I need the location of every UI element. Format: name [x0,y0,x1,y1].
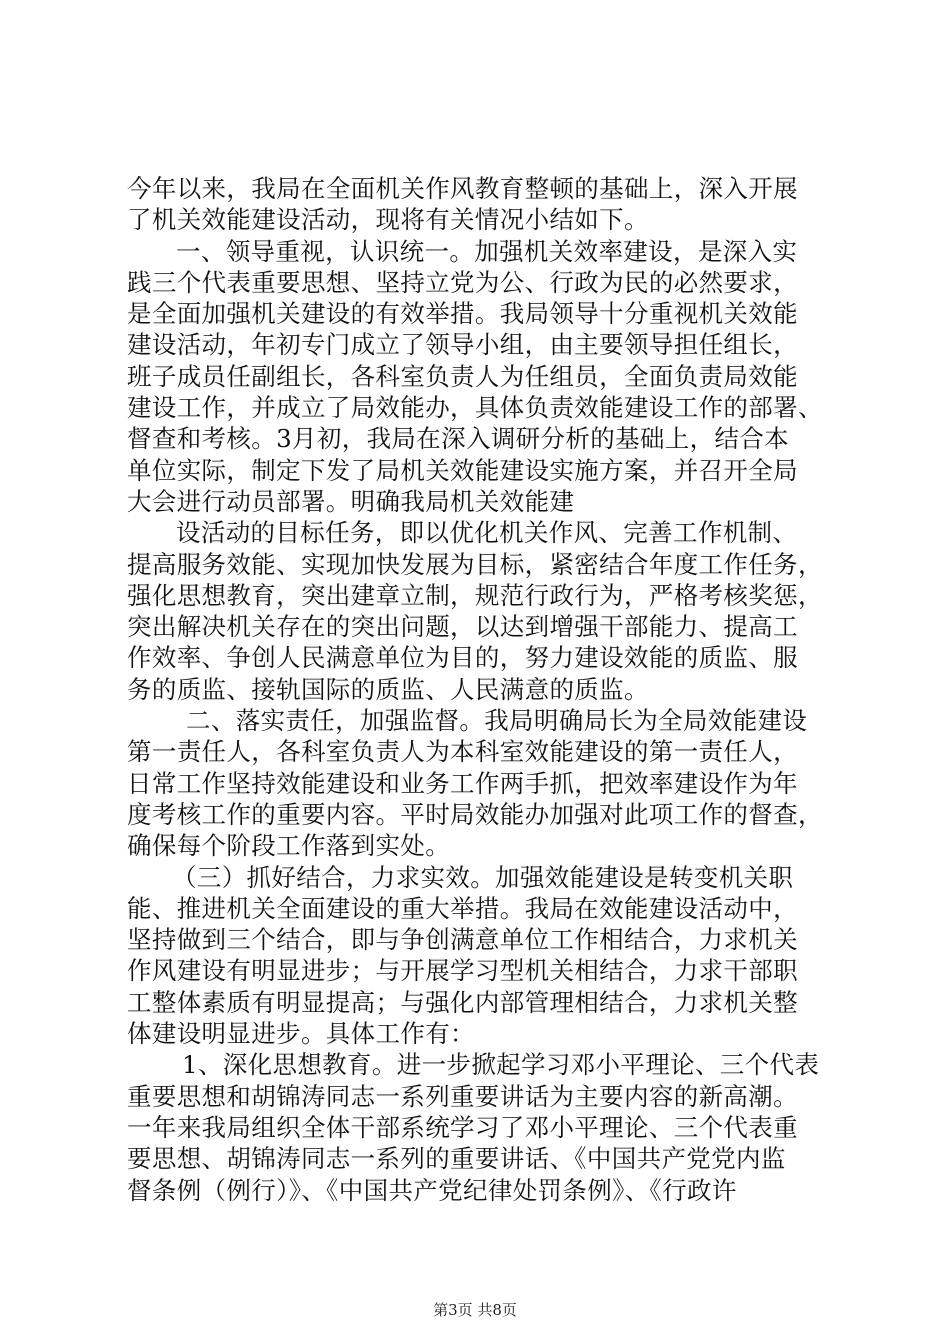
text-line: 工整体素质有明显提高；与强化内部管理相结合，力求机关整 [127,987,798,1017]
text-line: 建设工作，并成立了局效能办，具体负责效能建设工作的部署、 [127,393,823,423]
text-line: 今年以来，我局在全面机关作风教育整顿的基础上，深入开展 [127,174,798,203]
text-line: 确保每个阶段工作落到实处。 [127,831,451,861]
section-heading-line: 一、领导重视，认识统一。加强机关效率建设，是深入实 [176,236,798,266]
text-line: 坚持做到三个结合，即与争创满意单位工作相结合，力求机关 [127,925,798,955]
text-line: 体建设明显进步。具体工作有： [127,1019,475,1049]
section-heading-line: 二、落实责任，加强监督。我局明确局长为全局效能建设 [186,706,808,736]
text-line: 单位实际，制定下发了局机关效能建设实施方案，并召开全局 [127,455,798,485]
list-item-line: 1、深化思想教育。进一步掀起学习邓小平理论、三个代表 [182,1050,820,1080]
page-number-footer: 第3页 共8页 [433,1301,517,1319]
text-line: 建设活动，年初专门成立了领导小组，由主要领导担任组长， [127,330,798,360]
text-line: 度考核工作的重要内容。平时局效能办加强对此项工作的督查， [127,799,823,829]
document-body [127,173,837,1206]
text-line: 督查和考核。3月初，我局在深入调研分析的基础上，结合本 [127,424,790,454]
text-line: 强化思想教育，突出建章立制，规范行政行为，严格考核奖惩， [127,580,823,610]
text-line: 第一责任人，各科室负责人为本科室效能建设的第一责任人， [127,737,798,767]
text-line: 了机关效能建设活动，现将有关情况小结如下。 [127,205,649,235]
text-line: 作效率、争创人民满意单位为目的，努力建设效能的质监、服 [127,643,798,673]
text-line: 能、推进机关全面建设的重大举措。我局在效能建设活动中， [127,893,798,923]
text-line: 日常工作坚持效能建设和业务工作两手抓，把效率建设作为年 [127,768,798,798]
text-line: 设活动的目标任务，即以优化机关作风、完善工作机制、 [176,518,798,548]
text-line: 突出解决机关存在的突出问题，以达到增强干部能力、提高工 [127,612,798,642]
text-line: 要思想、胡锦涛同志一系列的重要讲话、《中国共产党党内监 [127,1144,786,1174]
text-line: 班子成员任副组长，各科室负责人为任组员，全面负责局效能 [127,361,798,391]
section-heading-line: （三）抓好结合，力求实效。加强效能建设是转变机关职 [172,862,794,892]
text-line: 大会进行动员部署。明确我局机关效能建 [127,486,575,516]
text-line: 重要思想和胡锦涛同志一系列重要讲话为主要内容的新高潮。 [127,1081,798,1111]
text-line: 务的质监、接轨国际的质监、人民满意的质监。 [127,674,649,704]
text-line: 践三个代表重要思想、坚持立党为公、行政为民的必然要求， [127,267,798,297]
text-line: 是全面加强机关建设的有效举措。我局领导十分重视机关效能 [127,299,798,329]
text-line: 作风建设有明显进步；与开展学习型机关相结合，力求干部职 [127,956,798,986]
text-line: 督条例（例行）》、《中国共产党纪律处罚条例》、《行政许 [127,1175,737,1205]
text-line: 一年来我局组织全体干部系统学习了邓小平理论、三个代表重 [127,1112,798,1142]
text-line: 提高服务效能、实现加快发展为目标，紧密结合年度工作任务， [127,549,823,579]
